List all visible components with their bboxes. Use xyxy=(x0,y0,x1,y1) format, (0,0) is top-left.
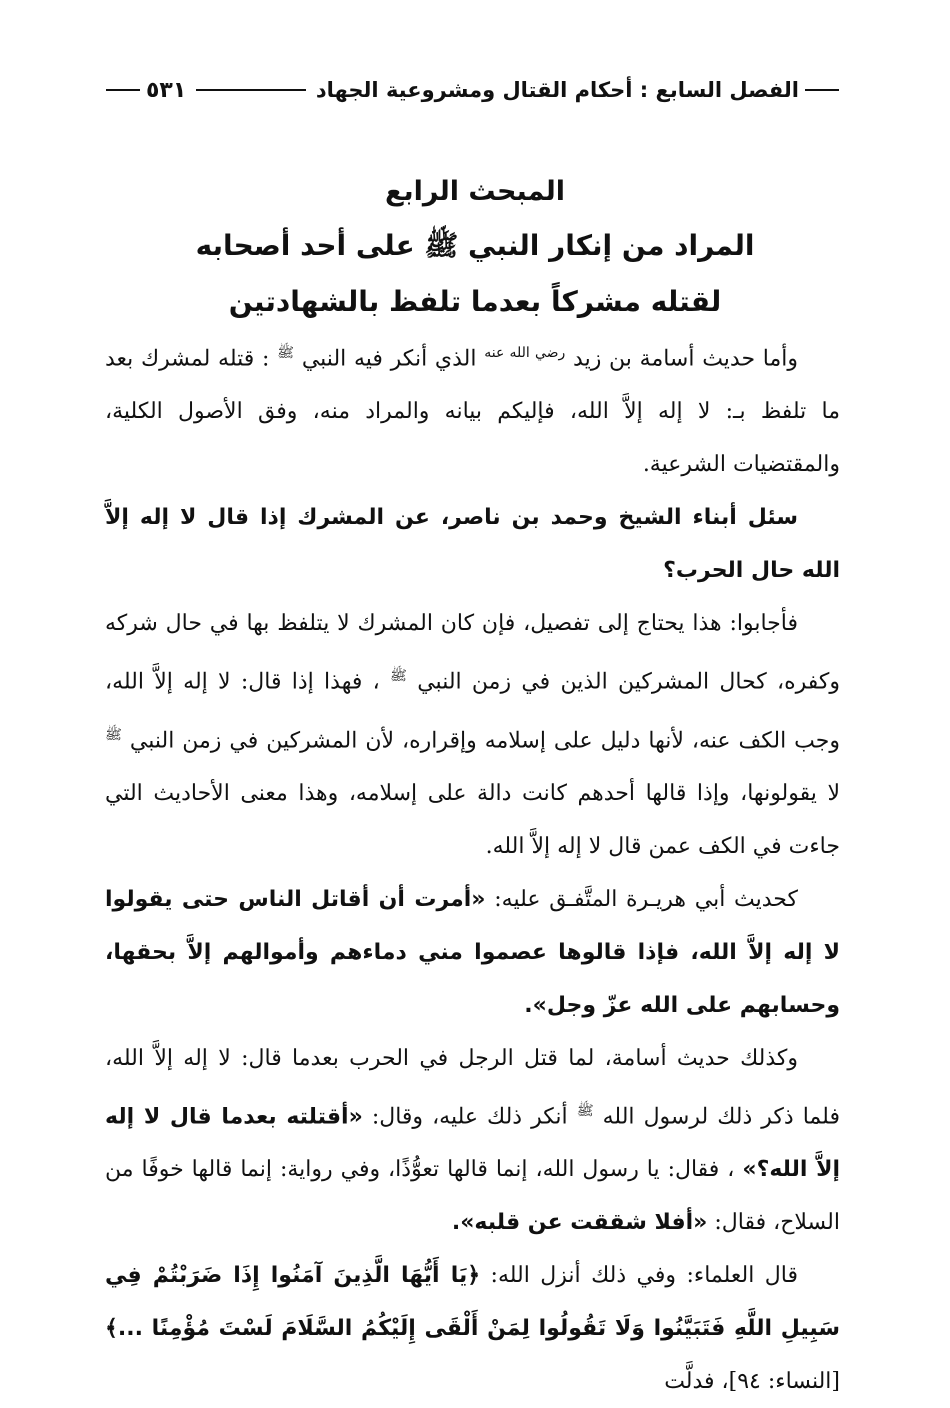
hadith-quote: «أمرت أن أقاتل الناس حتى يقولوا لا إله إلاَّ الله، فإذا قالوها عصموا مني دماءهم وأموالهم إلاَّ بحقها، وحسابهم على الله عزّ وجل». xyxy=(105,886,840,1018)
chapter-title: الفصل السابع : أحكام القتال ومشروعية الجهاد xyxy=(315,78,799,102)
paragraph-6 xyxy=(105,1249,840,1408)
paragraph-5-part-b: أنكر ذلك عليه، وقال: xyxy=(371,1104,568,1130)
paragraph-3-part-a: فأجابوا: هذا يحتاج إلى تفصيل، فإن كان المشرك لا يتلفظ بها في حال شركه وكفره، كحال المشركين الذين في زمن النبي xyxy=(105,611,840,695)
paragraph-1 xyxy=(105,327,840,491)
section-heading: المبحث الرابع xyxy=(385,176,565,207)
header-dash-end xyxy=(106,89,140,91)
page-number: ٥٣١ xyxy=(146,77,187,103)
radi-honorific: رضي الله عنه xyxy=(484,345,566,361)
paragraph-3-part-c: لا يقولونها، وإذا قالها أحدهم كانت دالة على إسلامه، وهذا معنى الأحاديث التي جاءت في الكف عمن قال لا إله إلاَّ الله. xyxy=(105,780,840,859)
paragraph-6-part-a: قال العلماء: وفي ذلك أنزل الله: xyxy=(490,1263,798,1289)
paragraph-5 xyxy=(105,1032,840,1249)
paragraph-1-part-b: الذي أنكر فيه النبي xyxy=(301,346,477,372)
hadith-quote-2: «أقتلته بعدما قال لا إله إلاَّ الله؟» xyxy=(105,1104,841,1183)
paragraph-5-part-d: ، فقال: يا رسول الله، إنما قالها تعوُّذًا، وفي رواية: إنما قالها خوفًا من السلاح، فقال: xyxy=(105,1157,840,1236)
salawat-honorific: ﷺ xyxy=(390,668,407,685)
paragraph-3 xyxy=(105,597,840,873)
salawat-honorific: ﷺ xyxy=(576,1102,594,1119)
question-paragraph: سئل أبناء الشيخ وحمد بن ناصر، عن المشرك إذا قال لا إله إلاَّ الله حال الحرب؟ xyxy=(105,505,840,584)
paragraph-1-part-a: وأما حديث أسامة بن زيد xyxy=(573,346,799,372)
hadith-quote-3: «أفلا شققت عن قلبه». xyxy=(451,1210,708,1236)
paragraph-4-part-a: كحديث أبي هريـرة المتَّفـق عليه: xyxy=(494,886,798,912)
quran-verse: ﴿يَا أَيُّهَا الَّذِينَ آمَنُوا إِذَا ضَرَبْتُمْ فِي سَبِيلِ اللَّهِ فَتَبَيَّنُوا وَلَا تَقُولُوا لِمَنْ أَلْقَى إِلَيْكُمُ السَّلَامَ لَسْتَ مُؤْمِنًا ...﴾ xyxy=(105,1263,840,1342)
salawat-honorific: ﷺ xyxy=(105,726,122,743)
section-title-line-2: لقتله مشركاً بعدما تلفظ بالشهادتين xyxy=(228,285,722,318)
verse-reference: [النساء: ٩٤]، فدلَّت xyxy=(664,1369,840,1395)
salawat-honorific: ﷺ xyxy=(277,345,295,361)
paragraph-4 xyxy=(105,873,840,1032)
body-text xyxy=(105,327,840,1408)
paragraph-5-part-a: وكذلك حديث أسامة، لما قتل الرجل في الحرب بعدما قال: لا إله إلاَّ الله، فلما ذكر ذلك لرسول الله xyxy=(105,1045,840,1130)
running-header xyxy=(100,70,845,110)
paragraph-1-part-c: : قتله لمشرك بعد ما تلفظ بـ: لا إله إلاَّ الله، فإليكم بيانه والمراد منه، وفق الأصول الكلية، والمقتضيات الشرعية. xyxy=(105,346,840,478)
header-rule xyxy=(196,89,306,91)
section-titles xyxy=(110,166,840,330)
paragraph-3-part-b: ، فهذا إذا قال: لا إله إلاَّ الله، وجب الكف عنه، لأنها دليل على إسلامه وإقراره، لأن المشركين في زمن النبي xyxy=(105,669,840,753)
section-title-line-1: المراد من إنكار النبي ﷺ على أحد أصحابه xyxy=(195,229,755,262)
header-dash xyxy=(805,89,839,91)
